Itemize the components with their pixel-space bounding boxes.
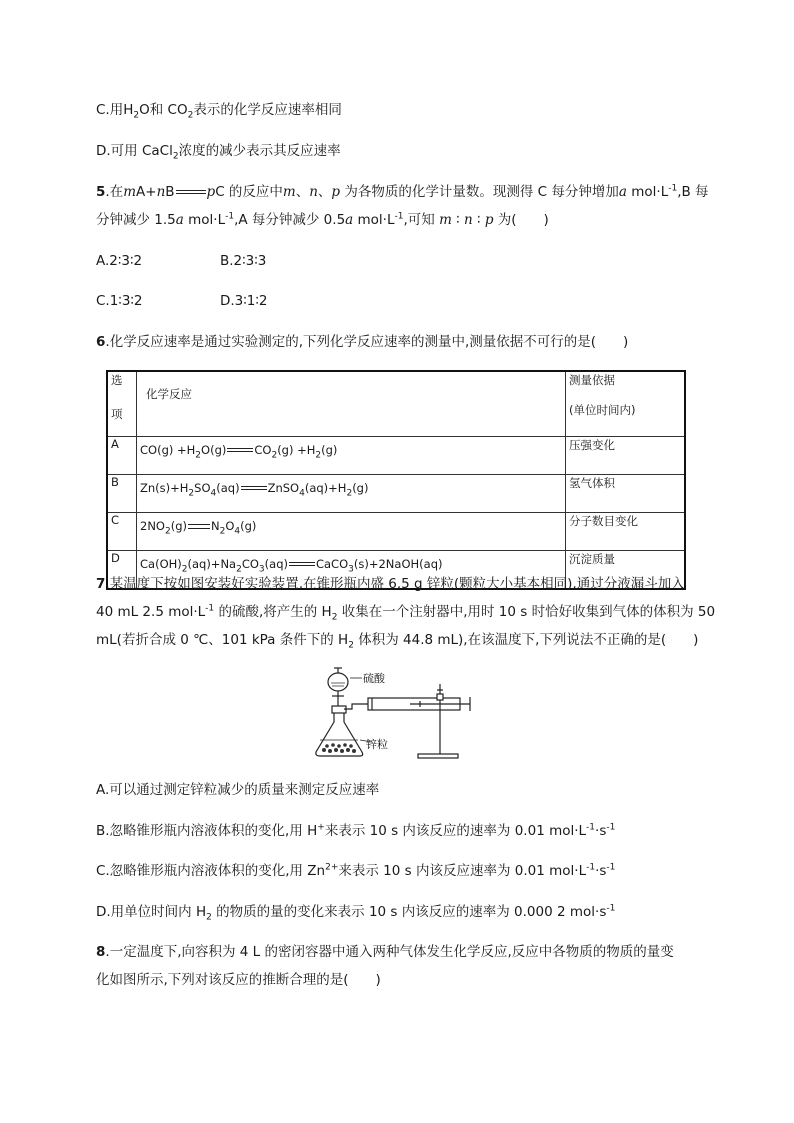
row-label: D	[107, 551, 137, 590]
text: D.用单位时间内 H	[96, 904, 207, 920]
subscript: 2	[219, 526, 226, 537]
text: C.忽略锥形瓶内溶液体积的变化,用 Zn	[96, 863, 326, 879]
header-basis-text: 测量依据	[569, 373, 615, 387]
text: ∶	[472, 212, 485, 228]
text: mol·L	[353, 212, 395, 228]
q8-stem-line2: 化如图所示,下列对该反应的推断合理的是( )	[96, 972, 381, 988]
header-reaction	[137, 371, 566, 437]
subscript: 2	[331, 612, 338, 623]
equals-arrow	[289, 562, 315, 567]
row-label: C	[107, 513, 137, 551]
superscript: +	[317, 822, 325, 833]
table-row	[107, 513, 685, 551]
text: 收集在一个注射器中,用时 10 s 时恰好收集到气体的体积为 50	[337, 604, 716, 620]
text: C 的反应中	[215, 184, 283, 200]
subscript: 2	[181, 564, 188, 575]
variable: p	[206, 184, 216, 200]
text: A+	[136, 184, 157, 200]
subscript: 2	[348, 640, 354, 651]
text: mL(若折合成 0 ℃、101 kPa 条件下的 H	[96, 632, 349, 648]
text: mol·L	[626, 184, 669, 200]
q5-option-b: B.2∶3∶3	[220, 253, 267, 269]
header-option	[107, 371, 137, 437]
subscript: 2	[236, 564, 242, 575]
subscript: 3	[258, 564, 265, 575]
variable: a	[618, 184, 627, 200]
superscript: -1	[606, 822, 616, 833]
subscript: 2	[195, 450, 202, 461]
superscript: -1	[205, 603, 215, 614]
basis-d: 沉淀质量	[566, 551, 686, 590]
formula: Ca(OH)	[140, 557, 182, 571]
subscript: 2	[315, 450, 322, 461]
text: 的物质的量的变化来表示 10 s 内该反应的速率为 0.000 2 mol·s	[211, 904, 607, 920]
text: B	[165, 184, 175, 200]
variable: n	[309, 184, 318, 200]
text: .一定温度下,向容积为 4 L 的密闭容器中通入两种气体发生化学反应,反应中各物质的物质的量变	[105, 944, 674, 960]
formula: (g)	[170, 519, 187, 533]
q7-stem-line2	[96, 602, 715, 622]
q4-option-d-text: D.可用 CaCl	[96, 143, 173, 159]
stopper	[332, 706, 346, 713]
subscript: 2	[206, 912, 212, 923]
subscript: 2	[164, 526, 171, 537]
table-header-row	[107, 371, 685, 437]
formula: 2NO	[140, 519, 165, 533]
formula: CO	[241, 557, 259, 571]
reversible-arrow	[188, 524, 210, 530]
q6-options-table	[106, 370, 686, 590]
text: mol·L	[183, 212, 226, 228]
text: 、	[295, 184, 310, 200]
zinc-granules	[322, 743, 356, 753]
formula: O	[225, 519, 235, 533]
text: ,A 每分钟减少 0.5	[234, 212, 346, 228]
equals-arrow	[227, 448, 253, 453]
formula: (s)+2NaOH(aq)	[353, 557, 443, 571]
variable: a	[345, 212, 354, 228]
apparatus-figure	[300, 664, 485, 764]
q7-stem-line3	[96, 630, 698, 650]
formula: (g)	[240, 519, 257, 533]
q4-option-c-text: C.用H	[96, 102, 134, 118]
subscript: 2	[271, 450, 278, 461]
text: ·s	[595, 863, 607, 879]
basis-b: 氢气体积	[566, 475, 686, 513]
formula: O(g)	[201, 443, 227, 457]
formula: (aq)	[216, 481, 240, 495]
q7-option-d	[96, 902, 615, 922]
text: 为( )	[493, 212, 549, 228]
superscript: -1	[586, 862, 596, 873]
text: 来表示 10 s 内该反应的速率为 0.01 mol·L	[324, 823, 587, 839]
q6-stem	[96, 332, 628, 352]
question-number: 5	[96, 184, 106, 200]
superscript: -1	[225, 211, 235, 222]
text: 分钟减少 1.5	[96, 212, 176, 228]
text: ,B 每	[677, 184, 709, 200]
q7-option-c	[96, 861, 615, 881]
formula: Zn(s)+H	[140, 481, 189, 495]
q5-stem-line1	[96, 182, 709, 202]
ring-stand-base	[418, 754, 458, 758]
formula: N	[211, 519, 220, 533]
header-basis	[566, 371, 686, 437]
formula: (aq)+H	[304, 481, 347, 495]
superscript: -1	[606, 903, 616, 914]
formula: (g) +H	[277, 443, 316, 457]
label-zinc: 锌粒	[366, 738, 388, 751]
variable: m	[439, 212, 452, 228]
row-label: A	[107, 437, 137, 475]
variable: a	[175, 212, 184, 228]
text: 来表示 10 s 内该反应速率为 0.01 mol·L	[338, 863, 587, 879]
superscript: -1	[394, 211, 404, 222]
q5-option-d: D.3∶1∶2	[220, 293, 268, 309]
text: B.忽略锥形瓶内溶液体积的变化,用 H	[96, 823, 318, 839]
subscript: 3	[348, 564, 354, 575]
variable: n	[464, 212, 473, 228]
subscript: 2	[346, 488, 353, 499]
q4-option-c-text: O和 CO	[139, 102, 188, 118]
formula: CaCO	[315, 557, 349, 571]
formula: (g)	[321, 443, 338, 457]
q7-stem-line1	[96, 574, 685, 594]
text: 体积为 44.8 mL),在该温度下,下列说法不正确的是( )	[353, 632, 699, 648]
reaction-a	[137, 437, 566, 475]
superscript: -1	[606, 862, 616, 873]
q4-option-c: C.用$H_2O$和 $CO_2$表示的化学反应速率相同	[96, 102, 342, 121]
question-number: 7	[96, 576, 106, 592]
variable: m	[282, 184, 296, 200]
subscript: 2	[188, 488, 195, 499]
formula: CO(g) +H	[140, 443, 196, 457]
basis-c: 分子数目变化	[566, 513, 686, 551]
q4-option-c-text: 表示的化学反应速率相同	[193, 102, 342, 118]
header-basis-sub: (单位时间内)	[569, 403, 636, 417]
header-xiang: 项	[111, 407, 123, 421]
q5-option-a: A.2∶3∶2	[96, 253, 143, 269]
subscript: 4	[210, 488, 217, 499]
basis-a: 压强变化	[566, 437, 686, 475]
text: 40 mL 2.5 mol·L	[96, 604, 206, 620]
q5-option-c: C.1∶3∶2	[96, 293, 143, 309]
header-xuan: 选	[111, 373, 123, 387]
q5-stem-line2	[96, 210, 549, 230]
superscript: -1	[586, 822, 596, 833]
subscript: 4	[234, 526, 241, 537]
formula: (aq)+Na	[187, 557, 237, 571]
text: 为各物质的化学计量数。现测得 C 每分钟增加	[340, 184, 619, 200]
text: ·s	[595, 823, 607, 839]
text: ,可知	[403, 212, 440, 228]
q4-option-d-text: 浓度的减少表示其反应速率	[178, 143, 341, 159]
variable: m	[123, 184, 137, 200]
text: 的硫酸,将产生的 H	[214, 604, 332, 620]
reaction-b	[137, 475, 566, 513]
table-row	[107, 475, 685, 513]
text: .某温度下按如图安装好实验装置,在锥形瓶内盛 6.5 g 锌粒(颗粒大小基本相同),通过分液漏斗加入	[105, 576, 685, 592]
label-acid: 硫酸	[363, 672, 385, 685]
formula: CO	[254, 443, 272, 457]
superscript: -1	[668, 183, 678, 194]
text: .在	[105, 184, 124, 200]
superscript: 2+	[325, 862, 339, 873]
variable: p	[484, 212, 494, 228]
row-label: B	[107, 475, 137, 513]
q7-option-a: A.可以通过测定锌粒减少的质量来测定反应速率	[96, 782, 380, 798]
equals-arrow	[241, 486, 267, 491]
formula: (aq)	[264, 557, 288, 571]
variable: n	[156, 184, 166, 200]
q4-option-d: D.可用 CaCl$_2$浓度的减少表示其反应速率	[96, 143, 341, 162]
text: ∶	[451, 212, 464, 228]
q7-option-b	[96, 821, 615, 841]
text: 、	[317, 184, 332, 200]
q6-stem-text: .化学反应速率是通过实验测定的,下列化学反应速率的测量中,测量依据不可行的是( )	[105, 334, 629, 350]
reaction-c	[137, 513, 566, 551]
header-reaction-text: 化学反应	[146, 387, 192, 401]
subscript: 4	[299, 488, 305, 499]
equals-arrow	[176, 190, 206, 195]
table-row	[107, 437, 685, 475]
question-number: 8	[96, 944, 106, 960]
q8-stem-line1	[96, 942, 674, 962]
funnel-bulb	[328, 673, 348, 691]
formula: SO	[194, 481, 211, 495]
question-number: 6	[96, 334, 106, 350]
formula: ZnSO	[267, 481, 300, 495]
formula: (g)	[352, 481, 369, 495]
variable: p	[331, 184, 341, 200]
